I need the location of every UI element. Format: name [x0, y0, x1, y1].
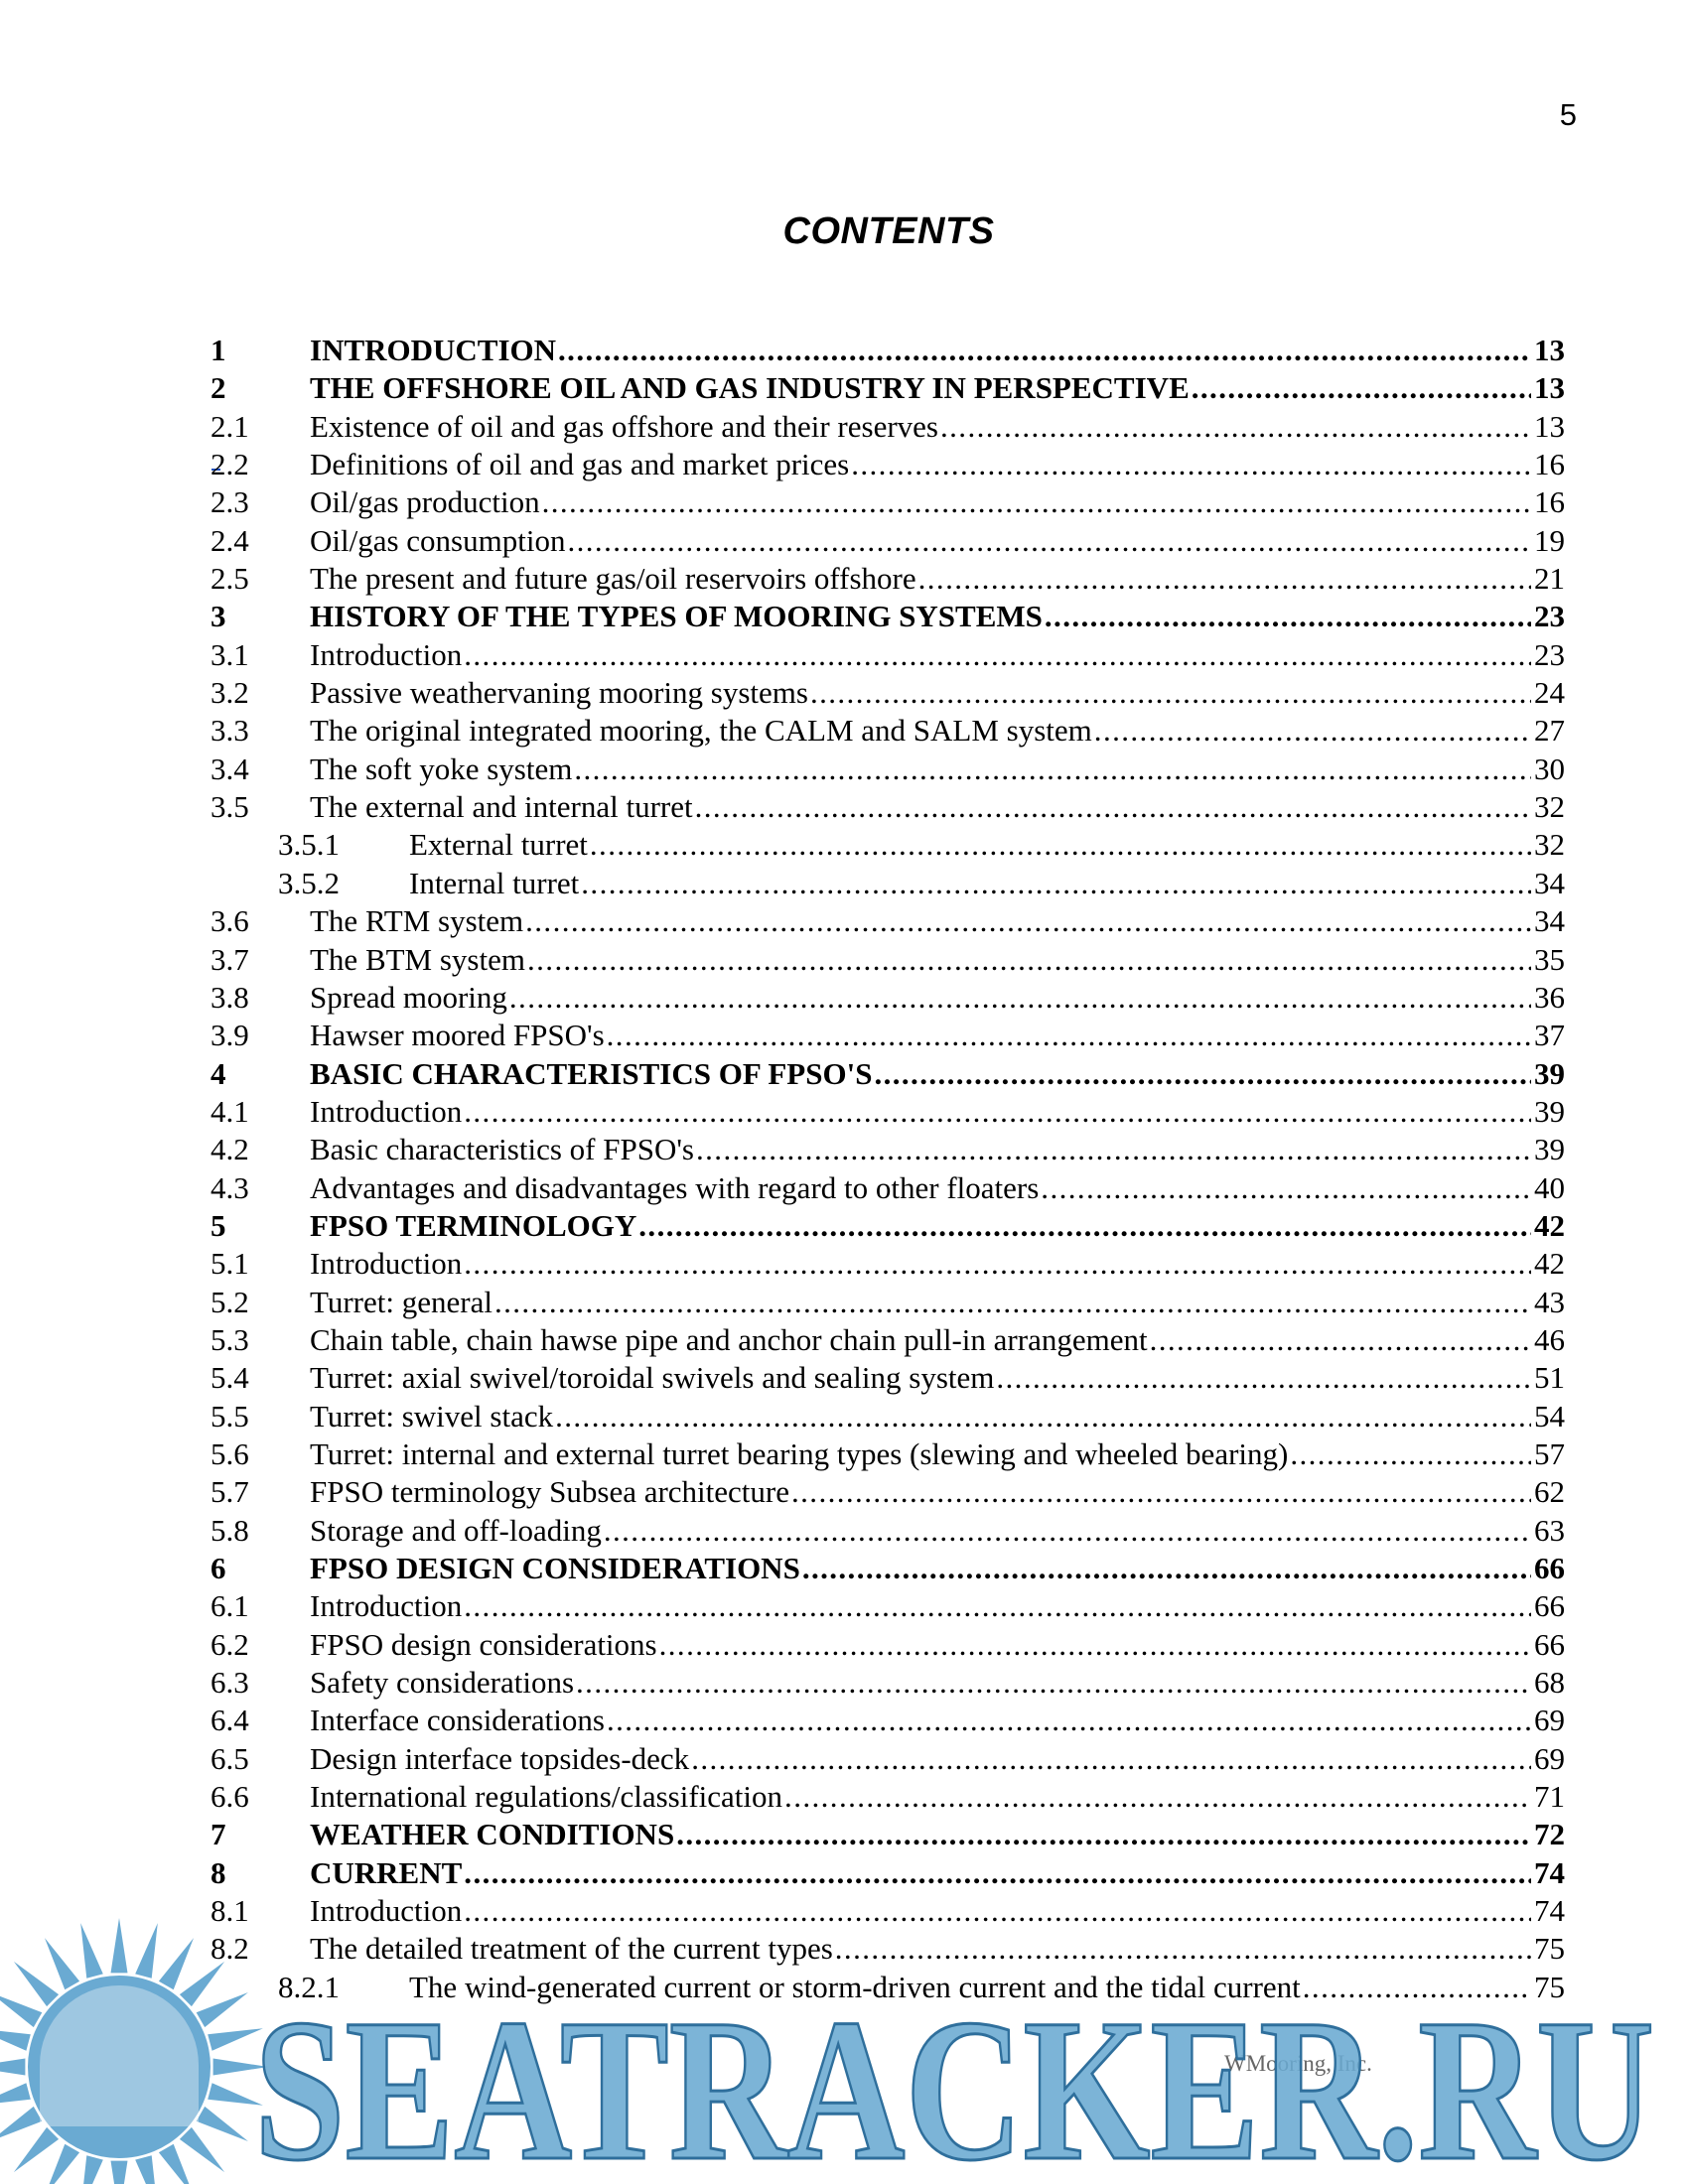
toc-title: Turret: axial swivel/toroidal swivels and sealing system — [310, 1360, 995, 1396]
toc-title: Turret: general — [310, 1284, 492, 1319]
toc-leader-dots — [784, 1778, 1531, 1816]
toc-leader-dots — [581, 865, 1531, 902]
toc-entry[interactable] — [211, 1473, 1565, 1511]
toc-number: 5.3 — [211, 1321, 249, 1357]
toc-entry[interactable] — [211, 902, 1565, 940]
toc-number: 3.4 — [211, 751, 249, 786]
toc-leader-dots — [542, 483, 1531, 521]
toc-number: 5 — [211, 1207, 226, 1243]
toc-number: 6.2 — [211, 1626, 249, 1662]
toc-page-number: 36 — [1534, 979, 1565, 1015]
toc-number: 6.1 — [211, 1588, 249, 1624]
toc-title: Introduction — [310, 1588, 463, 1624]
watermark-text: SEATRACKER.RU — [254, 1978, 1654, 2184]
toc-number: 6.4 — [211, 1703, 249, 1738]
toc-page-number: 39 — [1534, 1093, 1565, 1129]
toc-title: INTRODUCTION — [310, 333, 557, 367]
toc-page-number: 32 — [1534, 827, 1565, 863]
toc-number: 2 — [211, 370, 226, 406]
toc-entry[interactable] — [211, 979, 1565, 1017]
toc-entry[interactable] — [211, 674, 1565, 712]
toc-number: 8.1 — [211, 1893, 249, 1929]
toc-number: 8 — [211, 1854, 226, 1890]
toc-leader-dots — [576, 1664, 1531, 1702]
toc-page-number: 72 — [1534, 1817, 1565, 1852]
toc-page-number: 37 — [1534, 1018, 1565, 1053]
toc-number: 3.7 — [211, 941, 249, 977]
toc-entry[interactable] — [211, 1093, 1565, 1131]
toc-page-number: 66 — [1534, 1588, 1565, 1624]
toc-page-number: 19 — [1534, 522, 1565, 558]
toc-page-number: 62 — [1534, 1474, 1565, 1510]
toc-title: The present and future gas/oil reservoirs offshore — [310, 561, 916, 597]
toc-title: Turret: internal and external turret bearing types (slewing and wheeled bearing) — [310, 1435, 1289, 1471]
toc-leader-dots — [851, 446, 1531, 483]
toc-page-number: 35 — [1534, 941, 1565, 977]
toc-page-number: 54 — [1534, 1398, 1565, 1433]
toc-leader-dots — [659, 1626, 1531, 1664]
toc-entry[interactable] — [211, 1626, 1565, 1664]
toc-leader-dots — [607, 1017, 1531, 1054]
toc-entry[interactable] — [211, 1245, 1565, 1283]
toc-page-number: 32 — [1534, 789, 1565, 825]
toc-page-number: 24 — [1534, 675, 1565, 711]
toc-page-number: 16 — [1534, 484, 1565, 520]
toc-page-number: 74 — [1534, 1893, 1565, 1929]
toc-entry[interactable] — [211, 751, 1565, 788]
toc-title: The soft yoke system — [310, 751, 573, 786]
toc-page-number: 42 — [1534, 1246, 1565, 1282]
toc-entry[interactable] — [211, 1398, 1565, 1435]
toc-leader-dots — [638, 1207, 1531, 1245]
toc-title: Introduction — [310, 1246, 463, 1282]
toc-number: 3.6 — [211, 903, 249, 939]
toc-number: 2.3 — [211, 484, 249, 520]
toc-entry[interactable] — [211, 1207, 1565, 1245]
toc-page-number: 51 — [1534, 1360, 1565, 1396]
toc-entry[interactable] — [211, 1854, 1565, 1892]
toc-leader-dots — [695, 788, 1531, 826]
toc-entry[interactable] — [211, 522, 1565, 560]
toc-leader-dots — [1094, 712, 1531, 750]
toc-title: The RTM system — [310, 903, 524, 939]
toc-number: 5.2 — [211, 1284, 249, 1319]
toc-leader-dots — [1041, 1169, 1531, 1207]
toc-number: 4.2 — [211, 1132, 249, 1167]
toc-leader-dots — [810, 674, 1531, 712]
toc-number: 3.3 — [211, 713, 249, 749]
toc-page-number: 66 — [1534, 1551, 1565, 1585]
toc-page-number: 75 — [1534, 1969, 1565, 2004]
toc-number: 2.5 — [211, 561, 249, 597]
toc-page-number: 13 — [1534, 333, 1565, 367]
toc-entry[interactable] — [211, 1169, 1565, 1207]
toc-number: 5.6 — [211, 1435, 249, 1471]
toc-title: BASIC CHARACTERISTICS OF FPSO'S — [310, 1055, 873, 1091]
toc-entry[interactable] — [211, 1321, 1565, 1359]
toc-title: Introduction — [310, 636, 463, 672]
toc-leader-dots — [1150, 1321, 1531, 1359]
toc-title: Definitions of oil and gas and market prices — [310, 447, 850, 482]
toc-number: 5.4 — [211, 1360, 249, 1396]
toc-page-number: 21 — [1534, 561, 1565, 597]
toc-page-number: 68 — [1534, 1665, 1565, 1701]
toc-number: 3.2 — [211, 675, 249, 711]
toc-number: 3.5.1 — [278, 827, 340, 863]
toc-page-number: 71 — [1534, 1779, 1565, 1815]
toc-page-number: 42 — [1534, 1207, 1565, 1243]
toc-leader-dots — [555, 1398, 1531, 1435]
toc-number: 2.1 — [211, 408, 249, 444]
page-title: CONTENTS — [782, 210, 995, 252]
toc-leader-dots — [567, 522, 1531, 560]
toc-leader-dots — [802, 1550, 1531, 1587]
toc-entry[interactable] — [211, 1284, 1565, 1321]
toc-entry[interactable] — [211, 483, 1565, 521]
toc-leader-dots — [574, 751, 1531, 788]
toc-page-number: 75 — [1534, 1931, 1565, 1967]
toc-title: Passive weathervaning mooring systems — [310, 675, 808, 711]
toc-number: 3.8 — [211, 979, 249, 1015]
toc-entry[interactable] — [211, 446, 1565, 483]
toc-title: Advantages and disadvantages with regard to other floaters — [310, 1169, 1040, 1205]
toc-title: Existence of oil and gas offshore and their reserves — [310, 408, 938, 444]
toc-title: Introduction — [310, 1893, 463, 1929]
toc-leader-dots — [696, 1131, 1531, 1168]
toc-leader-dots — [464, 636, 1531, 674]
toc-page-number: 13 — [1534, 370, 1565, 406]
toc-number: 6.3 — [211, 1665, 249, 1701]
toc-title: Interface considerations — [310, 1703, 605, 1738]
toc-title: Internal turret — [409, 865, 580, 900]
toc-leader-dots — [940, 408, 1531, 446]
toc-page-number: 40 — [1534, 1169, 1565, 1205]
toc-entry[interactable] — [211, 560, 1565, 598]
toc-number: 6 — [211, 1551, 226, 1585]
toc-number: 2.2 — [211, 447, 249, 482]
toc-number: 4.3 — [211, 1169, 249, 1205]
toc-title: FPSO DESIGN CONSIDERATIONS — [310, 1551, 800, 1585]
toc-title: The wind-generated current or storm-driven current and the tidal current — [409, 1969, 1301, 2004]
toc-title: Oil/gas production — [310, 484, 540, 520]
toc-entry[interactable] — [211, 636, 1565, 674]
toc-number: 5.7 — [211, 1474, 249, 1510]
toc-page-number: 16 — [1534, 447, 1565, 482]
toc-page-number: 34 — [1534, 903, 1565, 939]
toc-leader-dots — [527, 941, 1531, 979]
toc-page-number: 69 — [1534, 1703, 1565, 1738]
toc-page-number: 57 — [1534, 1435, 1565, 1471]
toc-entry[interactable] — [211, 598, 1565, 635]
toc-title: Design interface topsides-deck — [310, 1740, 690, 1776]
toc-entry[interactable] — [211, 826, 1565, 864]
toc-leader-dots — [590, 826, 1531, 864]
toc-page-number: 34 — [1534, 865, 1565, 900]
toc-leader-dots — [464, 1854, 1531, 1892]
toc-number: 3.9 — [211, 1018, 249, 1053]
toc-title: HISTORY OF THE TYPES OF MOORING SYSTEMS — [310, 599, 1043, 634]
toc-leader-dots — [1290, 1435, 1531, 1473]
toc-number: 5.1 — [211, 1246, 249, 1282]
toc-title: Chain table, chain hawse pipe and anchor chain pull-in arrangement — [310, 1321, 1148, 1357]
page-number: 5 — [1559, 97, 1577, 132]
toc-title: External turret — [409, 827, 588, 863]
toc-title: Basic characteristics of FPSO's — [310, 1132, 694, 1167]
toc-number: 7 — [211, 1817, 226, 1852]
toc-title: The original integrated mooring, the CALM and SALM system — [310, 713, 1092, 749]
toc-title: The BTM system — [310, 941, 525, 977]
toc-page-number: 74 — [1534, 1854, 1565, 1890]
toc-number: 6.5 — [211, 1740, 249, 1776]
toc-number: 2.4 — [211, 522, 249, 558]
toc-number: 3 — [211, 599, 226, 634]
toc-page-number: 30 — [1534, 751, 1565, 786]
toc-leader-dots — [874, 1055, 1531, 1093]
toc-leader-dots — [676, 1816, 1531, 1853]
toc-number: 3.5.2 — [278, 865, 340, 900]
toc-leader-dots — [1192, 369, 1531, 407]
toc-title: The external and internal turret — [310, 789, 693, 825]
toc-leader-dots — [791, 1473, 1531, 1511]
toc-number: 4 — [211, 1055, 226, 1091]
toc-page-number: 23 — [1534, 636, 1565, 672]
sun-logo-icon — [0, 1918, 268, 2184]
toc-entry[interactable] — [211, 865, 1565, 902]
toc-page-number: 69 — [1534, 1740, 1565, 1776]
toc-entry[interactable] — [211, 1131, 1565, 1168]
toc-page-number: 23 — [1534, 599, 1565, 634]
toc-leader-dots — [918, 560, 1531, 598]
toc-title: FPSO TERMINOLOGY — [310, 1207, 637, 1243]
toc-entry[interactable] — [211, 788, 1565, 826]
toc-entry[interactable] — [211, 332, 1565, 369]
toc-leader-dots — [558, 332, 1531, 369]
toc-page-number: 39 — [1534, 1132, 1565, 1167]
toc-entry[interactable] — [211, 1017, 1565, 1054]
toc-entry[interactable] — [211, 1055, 1565, 1093]
toc-leader-dots — [494, 1284, 1531, 1321]
toc-leader-dots — [691, 1740, 1531, 1778]
toc-title: International regulations/classification — [310, 1779, 783, 1815]
toc-page-number: 13 — [1534, 408, 1565, 444]
toc-page-number: 43 — [1534, 1284, 1565, 1319]
toc-entry[interactable] — [211, 1550, 1565, 1587]
toc-entry[interactable] — [211, 1664, 1565, 1702]
toc-entry[interactable] — [211, 369, 1565, 407]
toc-leader-dots — [464, 1587, 1531, 1625]
toc-number: 3.5 — [211, 789, 249, 825]
table-of-contents — [211, 332, 1565, 2006]
toc-leader-dots — [525, 902, 1531, 940]
toc-leader-dots — [996, 1359, 1531, 1397]
toc-leader-dots — [464, 1245, 1531, 1283]
toc-title: THE OFFSHORE OIL AND GAS INDUSTRY IN PERSPECTIVE — [310, 370, 1190, 406]
toc-number: 8.2.1 — [278, 1969, 340, 2004]
toc-entry[interactable] — [211, 941, 1565, 979]
toc-title: FPSO design considerations — [310, 1626, 657, 1662]
toc-title: Storage and off-loading — [310, 1512, 602, 1548]
toc-leader-dots — [509, 979, 1531, 1017]
toc-title: Hawser moored FPSO's — [310, 1018, 605, 1053]
footer-text: WMooring, Inc. — [1224, 2051, 1372, 2076]
toc-number: 5.8 — [211, 1512, 249, 1548]
toc-number: 1 — [211, 333, 226, 367]
toc-entry[interactable] — [211, 1435, 1565, 1473]
toc-number: 4.1 — [211, 1093, 249, 1129]
toc-page-number: 66 — [1534, 1626, 1565, 1662]
toc-page-number: 27 — [1534, 713, 1565, 749]
toc-leader-dots — [607, 1702, 1531, 1739]
toc-entry[interactable] — [211, 712, 1565, 750]
toc-page-number: 39 — [1534, 1055, 1565, 1091]
toc-title: WEATHER CONDITIONS — [310, 1817, 675, 1852]
toc-title: Safety considerations — [310, 1665, 575, 1701]
toc-title: CURRENT — [310, 1854, 463, 1890]
toc-entry[interactable] — [211, 1702, 1565, 1739]
toc-entry[interactable] — [211, 408, 1565, 446]
watermark — [0, 1916, 1688, 2184]
toc-title: Oil/gas consumption — [310, 522, 566, 558]
toc-entry[interactable] — [211, 1587, 1565, 1625]
toc-leader-dots — [464, 1093, 1531, 1131]
toc-title: Turret: swivel stack — [310, 1398, 554, 1433]
toc-entry[interactable] — [211, 1816, 1565, 1853]
toc-entry[interactable] — [211, 1359, 1565, 1397]
toc-title: The detailed treatment of the current types — [310, 1931, 833, 1967]
toc-title: FPSO terminology Subsea architecture — [310, 1474, 789, 1510]
toc-leader-dots — [604, 1512, 1531, 1550]
toc-entry[interactable] — [211, 1778, 1565, 1816]
toc-number: 5.5 — [211, 1398, 249, 1433]
toc-title: Introduction — [310, 1093, 463, 1129]
toc-title: Spread mooring — [310, 979, 507, 1015]
toc-entry[interactable] — [211, 1512, 1565, 1550]
toc-number: 3.1 — [211, 636, 249, 672]
toc-number: 6.6 — [211, 1779, 249, 1815]
toc-entry[interactable] — [211, 1740, 1565, 1778]
toc-leader-dots — [1045, 598, 1531, 635]
toc-page-number: 46 — [1534, 1321, 1565, 1357]
toc-number: 8.2 — [211, 1931, 249, 1967]
toc-page-number: 63 — [1534, 1512, 1565, 1548]
